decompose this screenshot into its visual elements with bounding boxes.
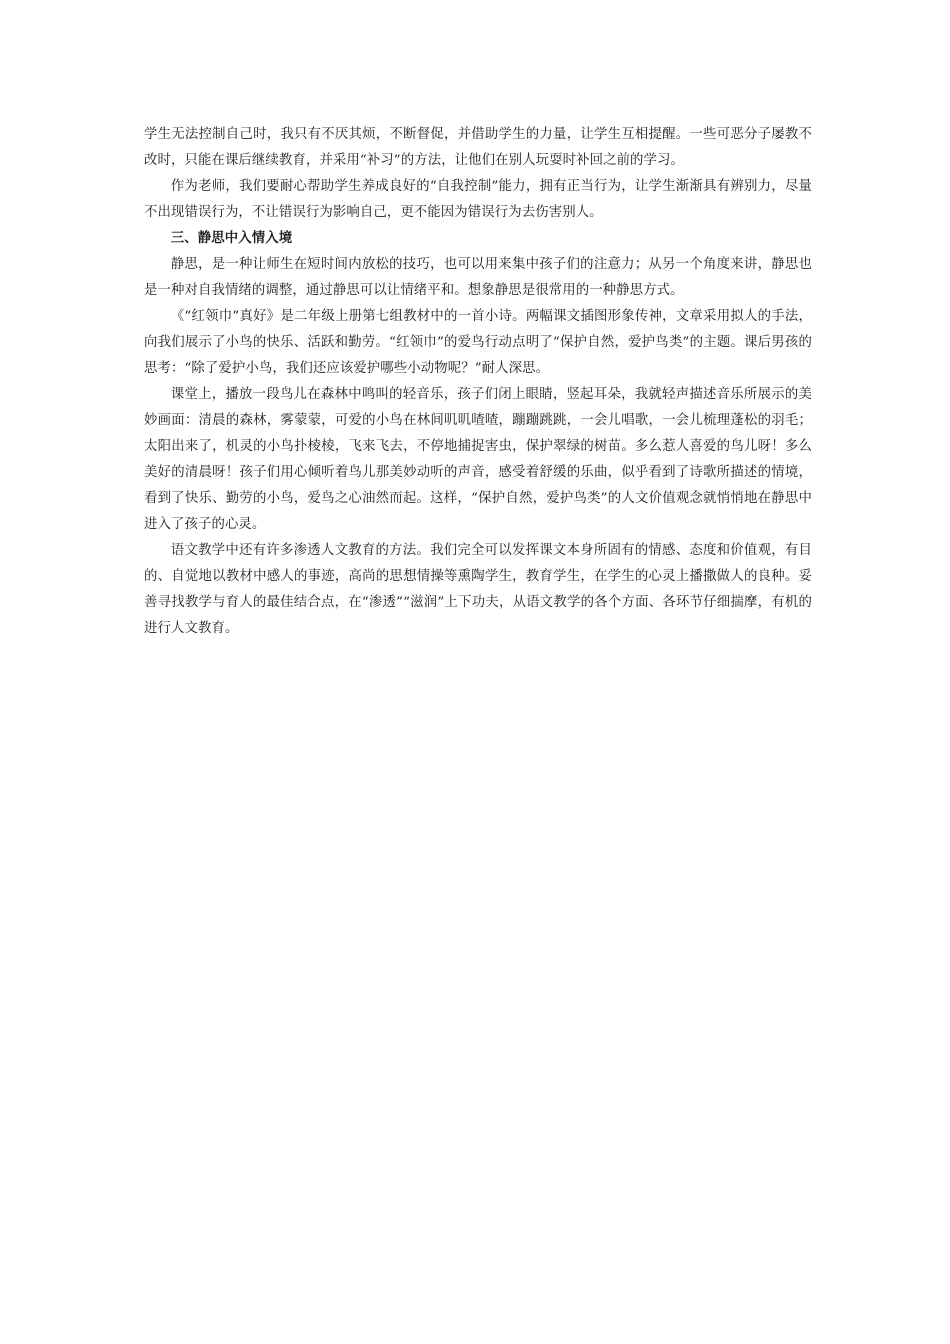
paragraph-meditation-intro: 静思，是一种让师生在短时间内放松的技巧，也可以用来集中孩子们的注意力；从另一个角度来讲，静思也是一种对自我情绪的调整，通过静思可以让情绪平和。想象静思是很常用的一种静思方式。 <box>144 257 812 298</box>
document-body <box>144 122 812 642</box>
paragraph-conclusion: 语文教学中还有许多渗透人文教育的方法。我们完全可以发挥课文本身所固有的情感、态度和价值观，有目的、自觉地以教材中感人的事迹，高尚的思想情操等熏陶学生，教育学生，在学生的心灵上播撒做人的良种。妥善寻找教学与育人的最佳结合点，在“渗透”“滋润”上下功夫，从语文教学的各个方面、各环节仔细揣摩，有机的进行人文教育。 <box>144 543 812 636</box>
section-heading: 三、静思中入情入境 <box>170 231 293 246</box>
paragraph-continuation: 学生无法控制自己时，我只有不厌其烦，不断督促，并借助学生的力量，让学生互相提醒。一些可恶分子屡教不改时，只能在课后继续教育，并采用“补习”的方法，让他们在别人玩耍时补回之前的学习。 <box>144 127 812 168</box>
paragraph-teacher-role: 作为老师，我们要耐心帮助学生养成良好的“自我控制”能力，拥有正当行为，让学生渐渐具有辨别力，尽量不出现错误行为，不让错误行为影响自己，更不能因为错误行为去伤害别人。 <box>144 179 812 220</box>
paragraph-classroom: 课堂上，播放一段鸟儿在森林中鸣叫的轻音乐，孩子们闭上眼睛，竖起耳朵，我就轻声描述音乐所展示的美妙画面：清晨的森林，雾蒙蒙，可爱的小鸟在林间叽叽喳喳，蹦蹦跳跳，一会儿唱歌，一会儿梳理蓬松的羽毛；太阳出来了，机灵的小鸟扑棱棱，飞来飞去，不停地捕捉害虫，保护翠绿的树苗。多么惹人喜爱的鸟儿呀！多么美好的清晨呀！孩子们用心倾听着鸟儿那美妙动听的声音，感受着舒缓的乐曲，似乎看到了诗歌所描述的情境，看到了快乐、勤劳的小鸟，爱鸟之心油然而起。这样，“保护自然，爱护鸟类”的人文价值观念就悄悄地在静思中进入了孩子的心灵。 <box>144 387 812 532</box>
paragraph-poem-intro: 《“红领巾”真好》是二年级上册第七组教材中的一首小诗。两幅课文插图形象传神，文章采用拟人的手法，向我们展示了小鸟的快乐、活跃和勤劳。“红领巾”的爱鸟行动点明了“保护自然，爱护鸟类”的主题。课后男孩的思考：“除了爱护小鸟，我们还应该爱护哪些小动物呢？”耐人深思。 <box>144 309 812 376</box>
